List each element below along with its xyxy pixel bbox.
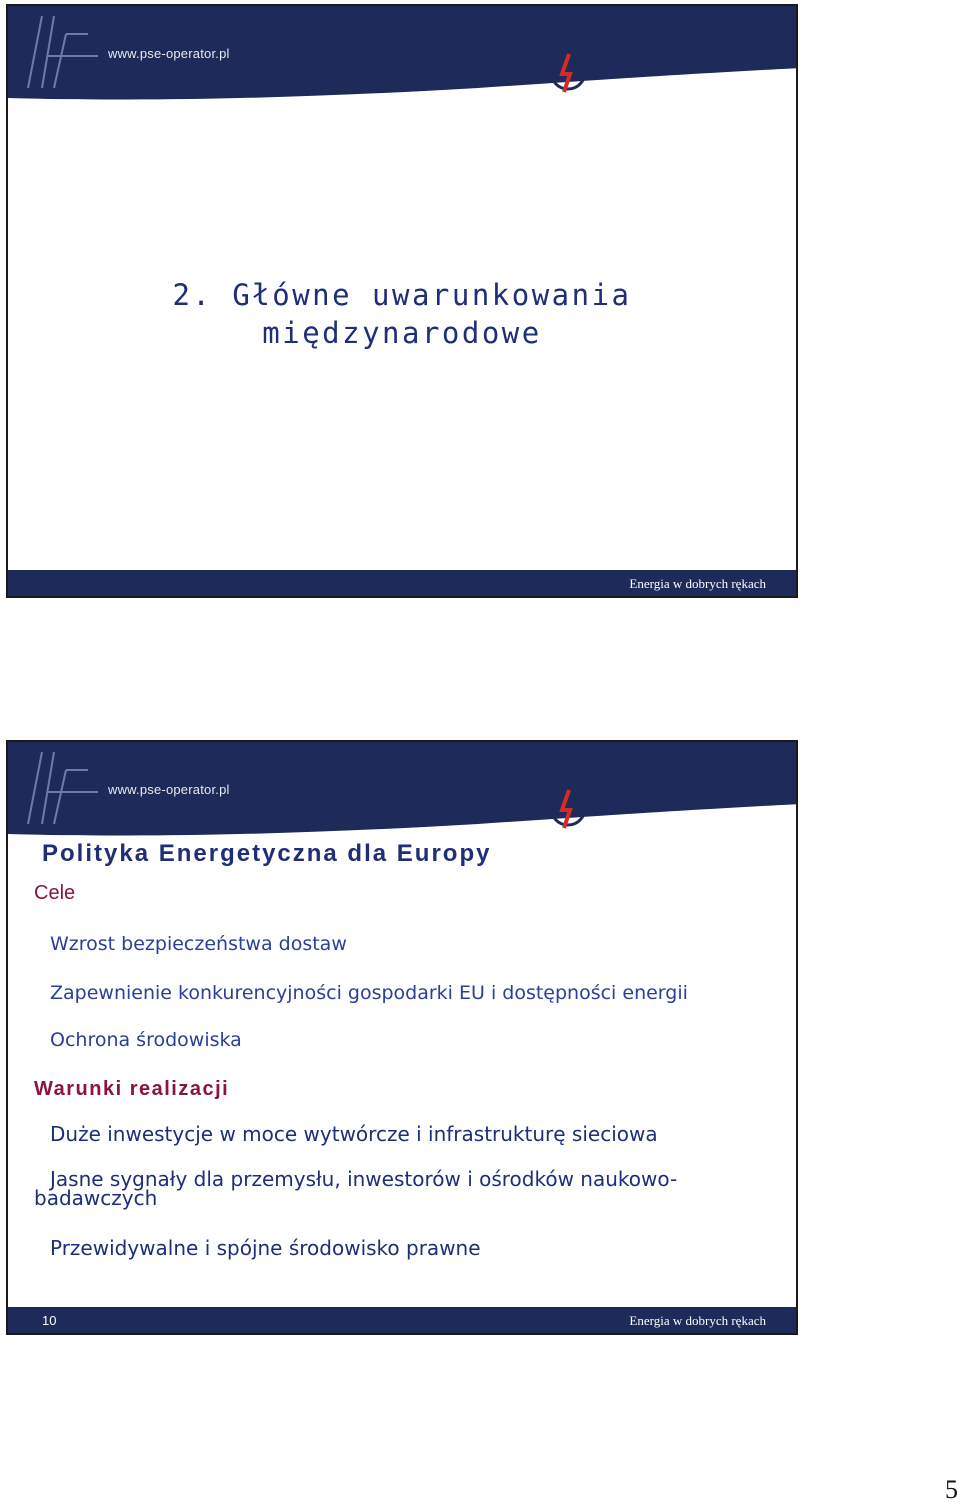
- company-name: [592, 792, 743, 816]
- company-name-line2: Operator S.A.: [592, 68, 654, 79]
- slide-2-title: Polityka Energetyczna dla Europy: [42, 840, 492, 867]
- footer-tagline: Energia w dobrych rękach: [629, 576, 766, 591]
- company-name-line1: Polskie Sieci Elektroenergetyczne: [592, 792, 743, 803]
- website-url: www.pse-operator.pl: [108, 46, 230, 61]
- company-name: [592, 56, 743, 80]
- goal-item: Ochrona środowiska: [50, 1029, 242, 1051]
- section-heading-goals: Cele: [34, 882, 76, 904]
- slide-footer: [8, 1307, 796, 1333]
- slide-page-number: 10: [42, 1313, 57, 1328]
- condition-item: Przewidywalne i spójne środowisko prawne: [50, 1236, 481, 1260]
- pse-logo-icon: [548, 50, 588, 94]
- slide-1-title: [8, 276, 796, 352]
- goal-item: Wzrost bezpieczeństwa dostaw: [50, 933, 347, 955]
- condition-item: Jasne sygnały dla przemysłu, inwestorów i ośrodków naukowo-badawczych: [34, 1167, 678, 1210]
- title-line-1: 2. Główne uwarunkowania: [172, 278, 632, 312]
- title-line-2: międzynarodowe: [262, 316, 542, 350]
- pse-logo-icon: [548, 786, 588, 830]
- footer-tagline: Energia w dobrych rękach: [629, 1313, 766, 1328]
- company-name-line2: Operator S.A.: [592, 804, 654, 815]
- section-heading-conditions: Warunki realizacji: [34, 1078, 230, 1100]
- goal-item: Zapewnienie konkurencyjności gospodarki EU i dostępności energii: [50, 982, 688, 1004]
- company-name-line1: Polskie Sieci Elektroenergetyczne: [592, 56, 743, 67]
- slide-1: [6, 4, 798, 598]
- document-page-number: 5: [945, 1475, 958, 1504]
- slide-2: [6, 740, 798, 1335]
- slide-header: [8, 6, 796, 136]
- slide-footer: [8, 570, 796, 596]
- condition-item: Duże inwestycje w moce wytwórcze i infrastrukturę sieciowa: [50, 1122, 658, 1146]
- website-url: www.pse-operator.pl: [108, 782, 230, 797]
